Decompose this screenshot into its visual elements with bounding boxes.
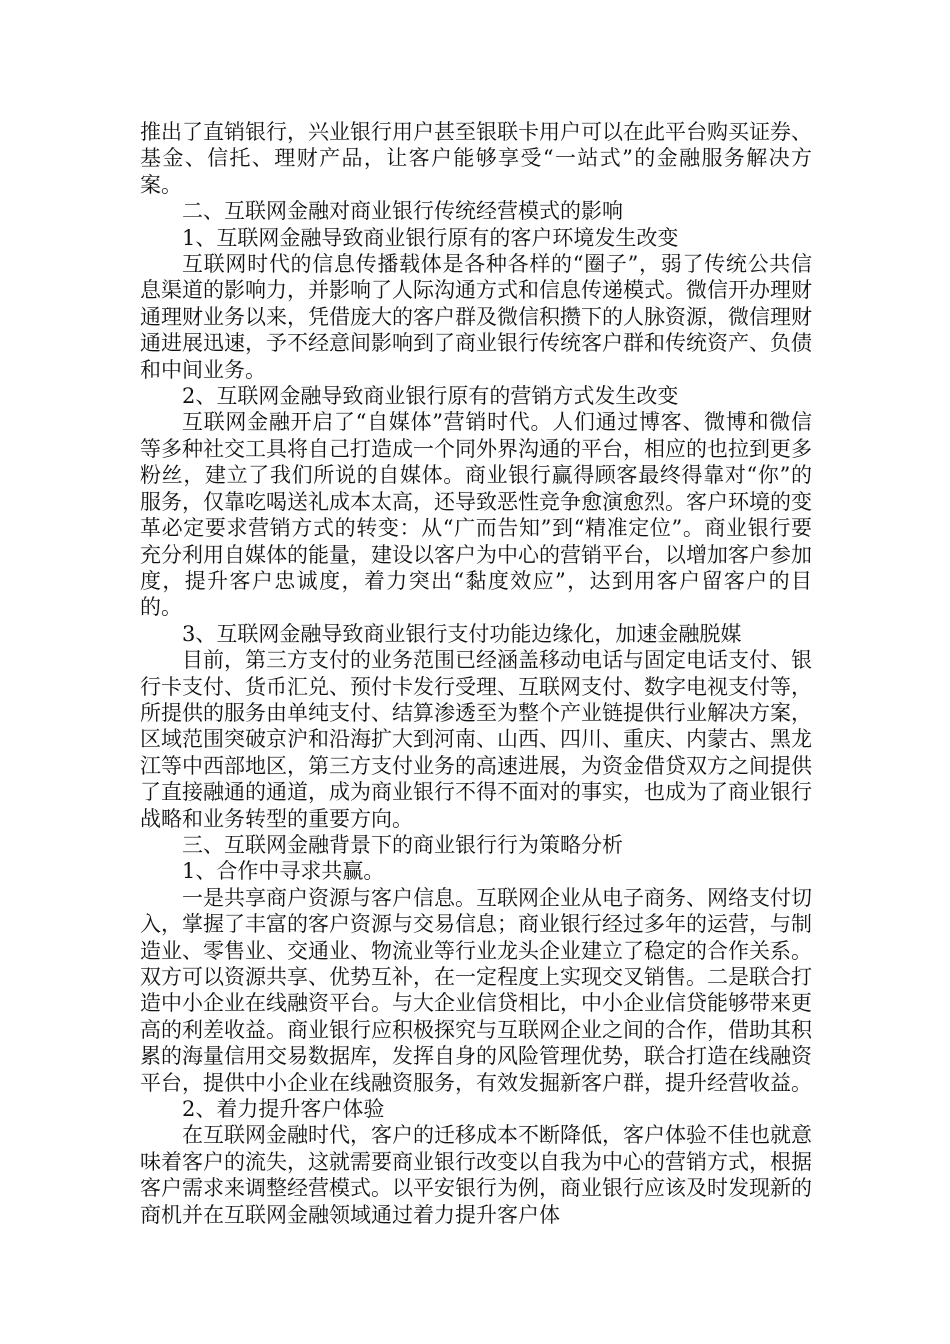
paragraph-continued: 推出了直销银行，兴业银行用户甚至银联卡用户可以在此平台购买证券、基金、信托、理财产品，让客户能够享受“一站式”的金融服务解决方案。 <box>140 120 812 197</box>
section-heading: 三、互联网金融背景下的商业银行行为策略分析 <box>182 832 623 857</box>
body-paragraph: 互联网金融开启了“自媒体”营销时代。人们通过博客、微博和微信等多种社交工具将自己打造成一个同外界沟通的平台，相应的也拉到更多粉丝，建立了我们所说的自媒体。商业银行赢得顾客最终得靠对“你”的服务，仅靠吃喝送礼成本太高，还导致恶性竞争愈演愈烈。客户环境的变革必定要求营销方式的转变：从“广而告知”到“精准定位”。商业银行要充分利用自媒体的能量，建设以客户为中心的营销平台，以增加客户参加度，提升客户忠诚度，着力突出“黏度效应”，达到用客户留客户的目的。 <box>140 410 812 620</box>
subsection-heading: 2、互联网金融导致商业银行原有的营销方式发生改变 <box>182 384 679 409</box>
body-paragraph: 目前，第三方支付的业务范围已经涵盖移动电话与固定电话支付、银行卡支付、货币汇兑、预付卡发行受理、互联网支付、数字电视支付等，所提供的服务由单纯支付、结算渗透至为整个产业链提供行业解决方案，区域范围突破京沪和沿海扩大到河南、山西、四川、重庆、内蒙古、黑龙江等中西部地区，第三方支付业务的高速进展，为资金借贷双方之间提供了直接融通的通道，成为商业银行不得不面对的事实，也成为了商业银行战略和业务转型的重要方向。 <box>140 648 812 831</box>
body-paragraph: 互联网时代的信息传播载体是各种各样的“圈子”，弱了传统公共信息渠道的影响力，并影响了人际沟通方式和信息传递模式。微信开办理财通理财业务以来，凭借庞大的客户群及微信积攒下的人脉资源，微信理财通进展迅速，予不经意间影响到了商业银行传统客户群和传统资产、负债和中间业务。 <box>140 252 812 382</box>
body-paragraph: 在互联网金融时代，客户的迁移成本不断降低，客户体验不佳也就意味着客户的流失，这就需要商业银行改变以自我为中心的营销方式，根据客户需求来调整经营模式。以平安银行为例，商业银行应该及时发现新的商机并在互联网金融领域通过着力提升客户体 <box>140 1123 812 1227</box>
subsection-heading: 1、合作中寻求共赢。 <box>182 859 385 884</box>
section-heading: 二、互联网金融对商业银行传统经营模式的影响 <box>182 199 623 224</box>
document-body <box>140 119 812 1228</box>
subsection-heading: 2、着力提升客户体验 <box>182 1097 385 1122</box>
body-paragraph: 一是共享商户资源与客户信息。互联网企业从电子商务、网络支付切入，掌握了丰富的客户资源与交易信息；商业银行经过多年的运营，与制造业、零售业、交通业、物流业等行业龙头企业建立了稳定的合作关系。双方可以资源共享、优势互补，在一定程度上实现交叉销售。二是联合打造中小企业在线融资平台。与大企业信贷相比，中小企业信贷能够带来更高的利差收益。商业银行应积极探究与互联网企业之间的合作，借助其积累的海量信用交易数据库，发挥自身的风险管理优势，联合打造在线融资平台，提供中小企业在线融资服务，有效发掘新客户群，提升经营收益。 <box>140 885 812 1095</box>
subsection-heading: 1、互联网金融导致商业银行原有的客户环境发生改变 <box>182 225 679 250</box>
subsection-heading: 3、互联网金融导致商业银行支付功能边缘化，加速金融脱媒 <box>182 621 742 646</box>
